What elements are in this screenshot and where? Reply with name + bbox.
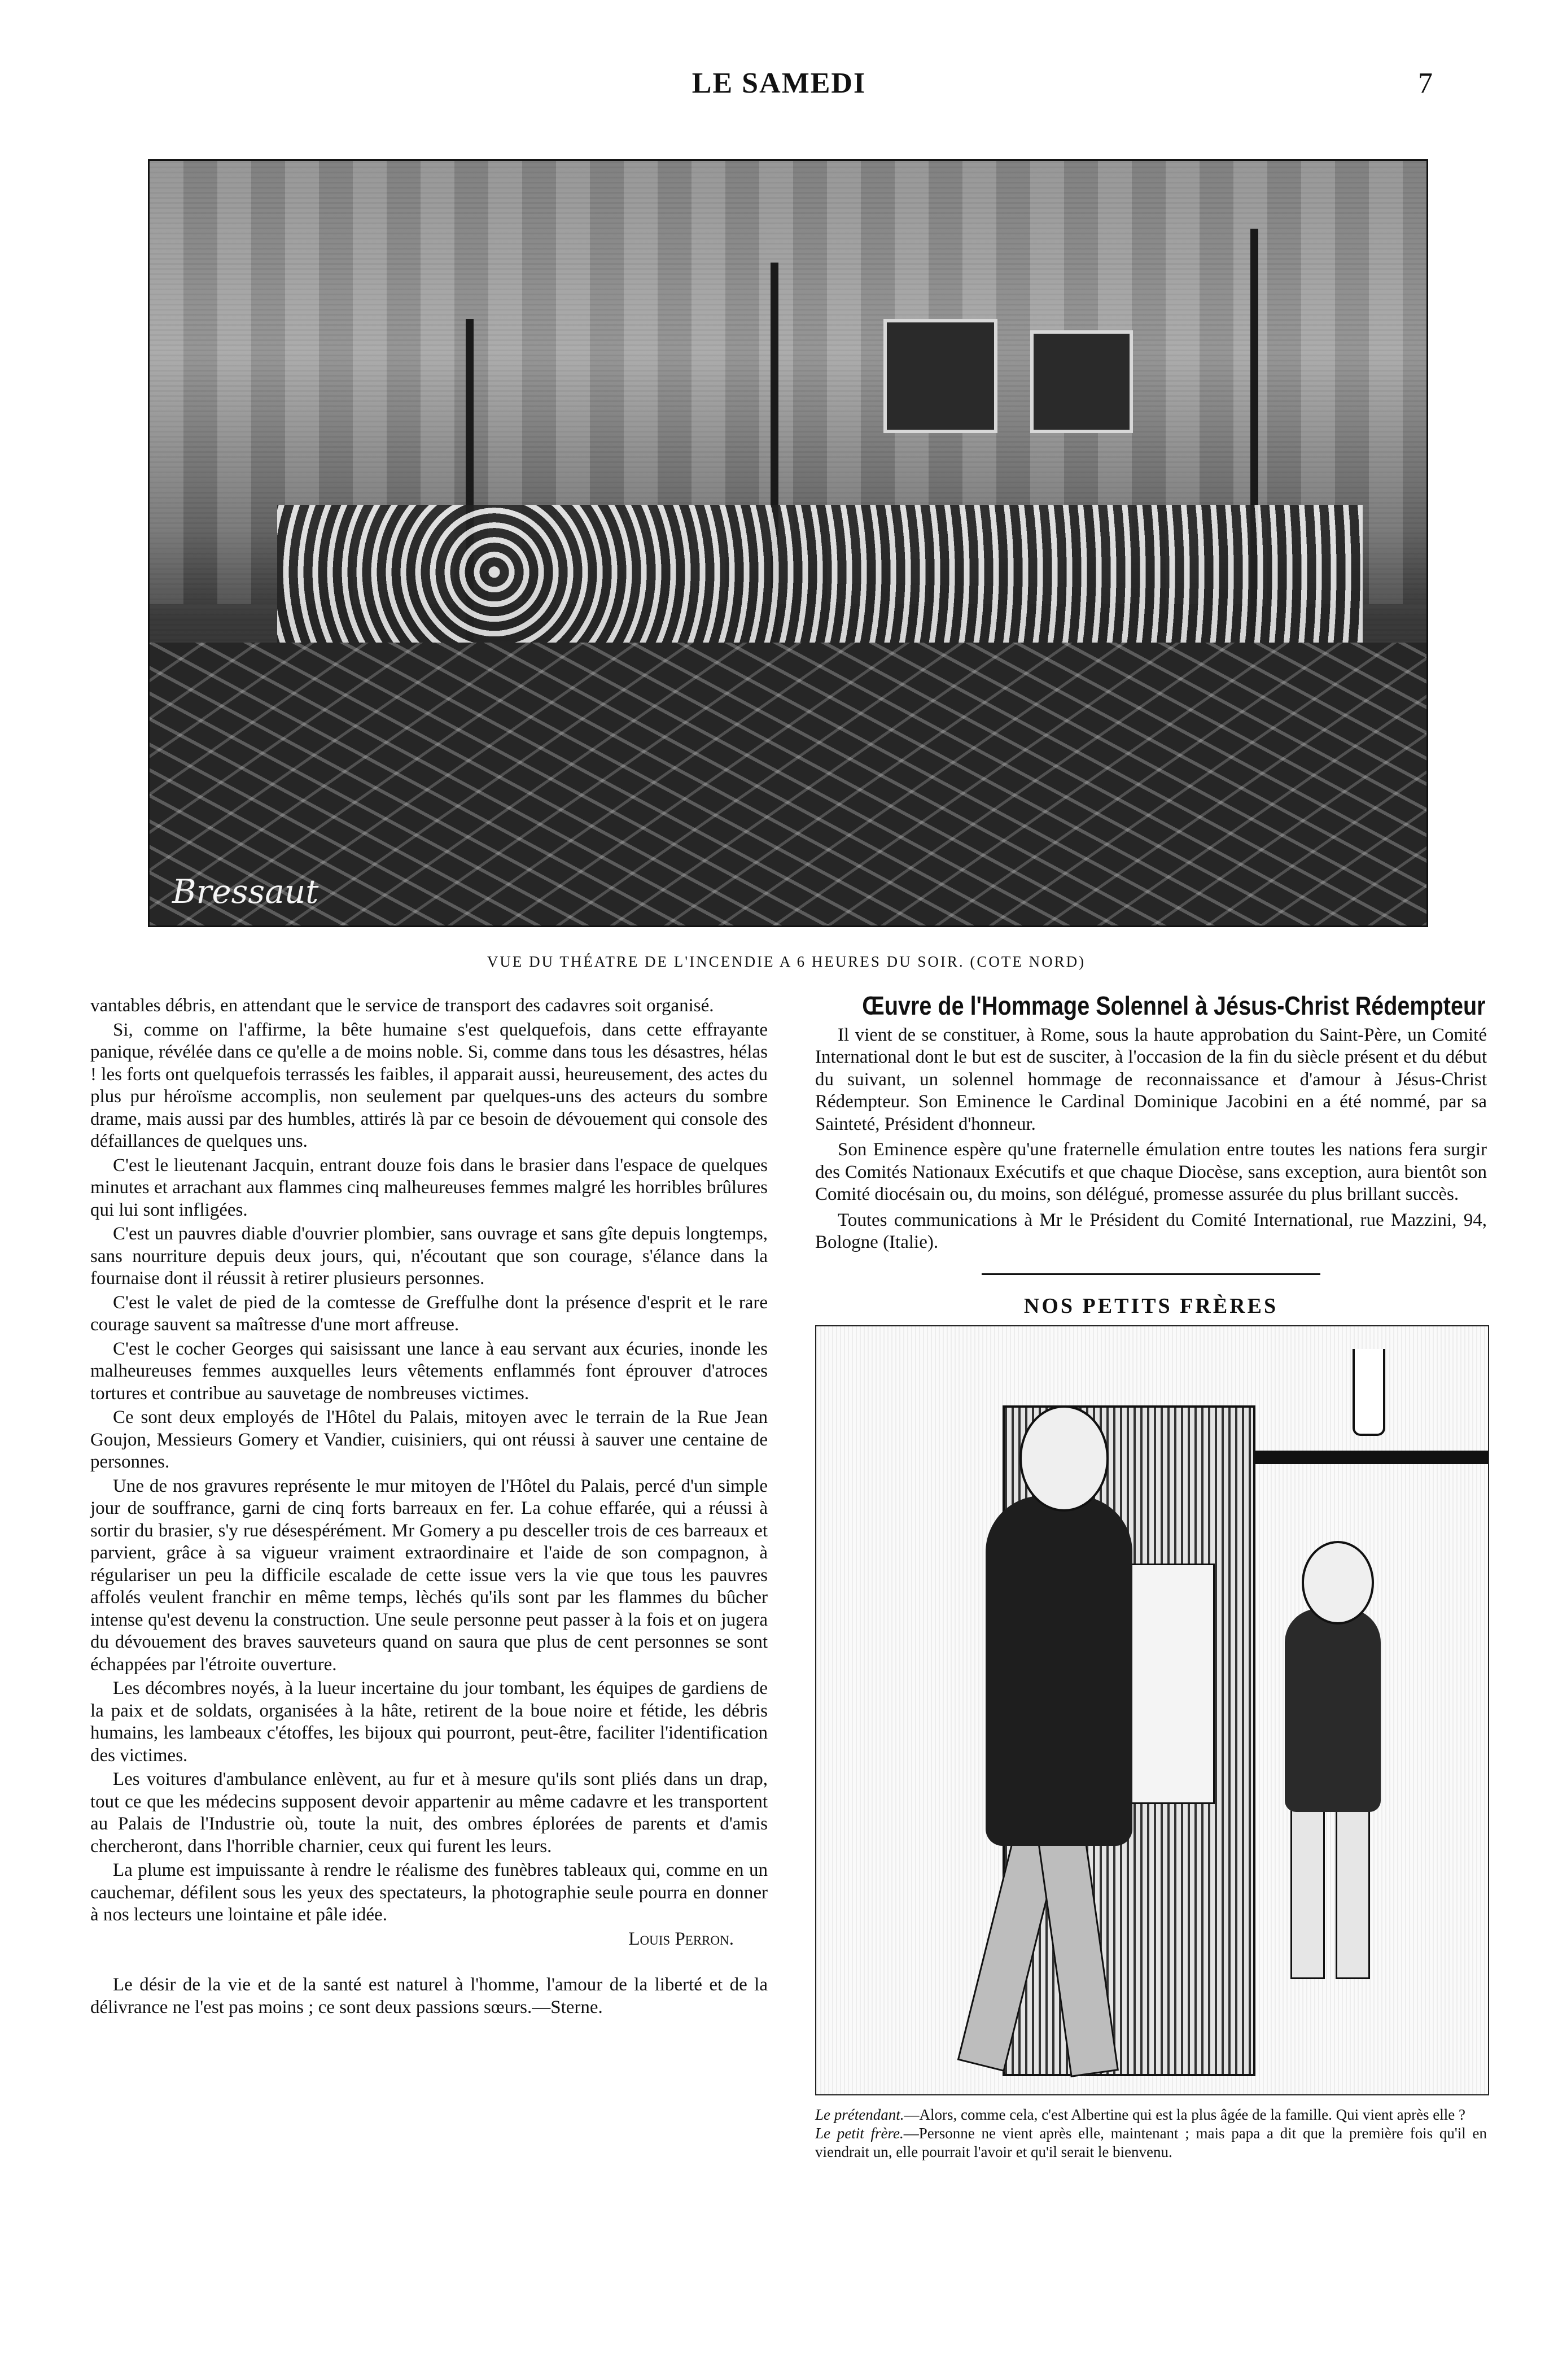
article-column-right	[815, 991, 1487, 2161]
article-paragraph: Les voitures d'ambulance enlèvent, au fur et à mesure qu'ils sont pliés dans un drap, tout ce que les médecins supposent devoir appartenir au même cadavre et les transportent au Palais de l'Industrie où, toute la nuit, des ombres éplorées de parents et d'amis chercheront, dans l'horrible charnier, ceux qui furent les leurs.	[90, 1769, 768, 1857]
section-divider	[982, 1273, 1320, 1275]
caption-line	[815, 2106, 1487, 2124]
article-paragraph: Les décombres noyés, à la lueur incertaine du jour tombant, les équipes de gardiens de la paix et de soldats, organisées à la hâte, retirent de la boue noire et fétide, les débris humains, les lambeaux c'étoffes, les bijoux qui pourront, peut-être, faciliter l'identification des victimes.	[90, 1678, 768, 1766]
article-paragraph: vantables débris, en attendant que le service de transport des cadavres soit organisé.	[90, 995, 714, 1016]
article-author: Louis Perron.	[628, 1928, 734, 1949]
cartoon-section-title: NOS PETITS FRÈRES	[1023, 1294, 1279, 1318]
cartoon-caption	[815, 2106, 1487, 2161]
photo-caption: VUE DU THÉATRE DE L'INCENDIE A 6 HEURES DU SOIR. (COTE NORD)	[487, 953, 1086, 970]
oeuvre-paragraph: Il vient de se constituer, à Rome, sous la haute approbation du Saint-Père, un Comité International dont le but est de susciter, à l'occasion de la fin du siècle présent et du début du suivant, un solennel hommage de reconnaissance et d'amour à Jésus-Christ Rédempteur. Son Eminence le Cardinal Dominique Jacobini en a été nommé, par sa Sainteté, Président d'honneur.	[815, 1024, 1487, 1134]
man-head	[1019, 1405, 1109, 1512]
photo-window	[883, 319, 997, 433]
photo-debris	[150, 643, 1426, 925]
oeuvre-heading: Œuvre de l'Hommage Solennel à Jésus-Christ Rédempteur	[862, 991, 1486, 1020]
article-column-left	[90, 995, 768, 2020]
boy-figure	[1285, 1609, 1381, 1812]
oeuvre-paragraph: Toutes communications à Mr le Président du Comité International, rue Mazzini, 94, Bologne (Italie).	[815, 1209, 1487, 1252]
speaker-label: Le prétendant.	[815, 2106, 904, 2123]
glass-vase	[1353, 1349, 1385, 1436]
boy-leg	[1336, 1806, 1370, 1979]
article-paragraph: Ce sont deux employés de l'Hôtel du Palais, mitoyen avec le terrain de la Rue Jean Goujon, Messieurs Gomery et Vandier, cuisiniers, qui ont réussi à sauver une centaine de personnes.	[90, 1407, 768, 1472]
photo-window	[1030, 330, 1133, 433]
article-paragraph: C'est le lieutenant Jacquin, entrant douze fois dans le brasier dans l'espace de quelques minutes et arrachant aux flammes cinq malheureuses femmes malgré les horribles brûlures qui lui sont infligées.	[90, 1155, 768, 1220]
caption-text: —Alors, comme cela, c'est Albertine qui est la plus âgée de la famille. Qui vient après elle ?	[904, 2106, 1466, 2123]
caption-line	[815, 2124, 1487, 2161]
speaker-label: Le petit frère.	[815, 2125, 904, 2142]
caption-text: —Personne ne vient après elle, maintenant ; mais papa a dit que la première fois qu'il en viendrait un, elle pourrait l'avoir et qu'il serait le bienvenu.	[815, 2125, 1487, 2160]
fire-scene-photo	[148, 159, 1428, 927]
newspaper-title: LE SAMEDI	[692, 67, 866, 99]
oeuvre-paragraph: Son Eminence espère qu'une fraternelle émulation entre toutes les nations fera surgir des Comités Nationaux Exécutifs et que chaque Diocèse, sans exception, aura bientôt son Comité diocésain ou, du moins, son délégué, promesse assurée du plus brillant succès.	[815, 1139, 1487, 1204]
article-paragraph: C'est le cocher Georges qui saisissant une lance à eau servant aux écuries, inonde les malheureuses femmes auxquelles leurs vêtements enflammés font éprouver d'atroces tortures et contribue au sauvetage de nombreuses victimes.	[90, 1338, 768, 1404]
sterne-quote: Le désir de la vie et de la santé est naturel à l'homme, l'amour de la liberté et de la délivrance ne l'est pas moins ; ce sont deux passions sœurs.—Sterne.	[90, 1975, 768, 2017]
article-paragraph: C'est le valet de pied de la comtesse de Greffulhe dont la présence d'esprit et le rare courage sauvent sa maîtresse d'une mort affreuse.	[90, 1292, 768, 1335]
article-paragraph: La plume est impuissante à rendre le réalisme des funèbres tableaux qui, comme en un cauchemar, défilent sous les yeux des spectateurs, la photographie seule pourra en donner à nos lecteurs une lointaine et pâle idée.	[90, 1860, 768, 1925]
cartoon-illustration	[815, 1325, 1489, 2095]
man-figure	[986, 1496, 1132, 1846]
artist-signature: Bressaut	[172, 872, 319, 911]
article-paragraph: Si, comme on l'affirme, la bête humaine s'est quelquefois, dans cette effrayante panique, révélée dans ce qu'elle a de moins noble. Si, comme dans tous les désastres, hélas ! les forts ont quelquefois terrassés les faibles, il apparait aussi, heureusement, des actes du plus pur héroïsme accomplis, non seulement par quelques-uns des acteurs du sombre drame, mais aussi par des humbles, attirés là par ce besoin de dévouement qui console des défaillances de quelques uns.	[90, 1019, 768, 1151]
boy-leg	[1290, 1806, 1325, 1979]
article-paragraph: Une de nos gravures représente le mur mitoyen de l'Hôtel du Palais, percé d'un simple jour de souffrance, garni de cinq forts barreaux en fer. La cohue effarée, qui a réussi à sortir du brasier, s'y rue désespérément. Mr Gomery a pu desceller trois de ces barreaux et parvient, grâce à sa vigueur vraiment extraordinaire et l'aide de son compagnon, à régulariser un peu la difficile escalade de cette issue vers la vie que tous les pauvres affolés veulent franchir en même temps, lèchés qu'ils sont par les flammes du bûcher intense qu'est devenu la construction. Une seule personne peut passer à la fois et on jugera du dévouement des braves sauveteurs quand on saura que plus de cent personnes se sont échappées par l'étroite ouverture.	[90, 1475, 768, 1675]
boy-head	[1302, 1541, 1374, 1624]
page-number: 7	[1418, 67, 1433, 99]
article-paragraph: C'est un pauvres diable d'ouvrier plombier, sans ouvrage et sans gîte depuis longtemps, sans nourriture depuis deux jours, qui, n'écoutant que son courage, s'élance dans la fournaise dont il réussit à retirer plusieurs personnes.	[90, 1224, 768, 1289]
